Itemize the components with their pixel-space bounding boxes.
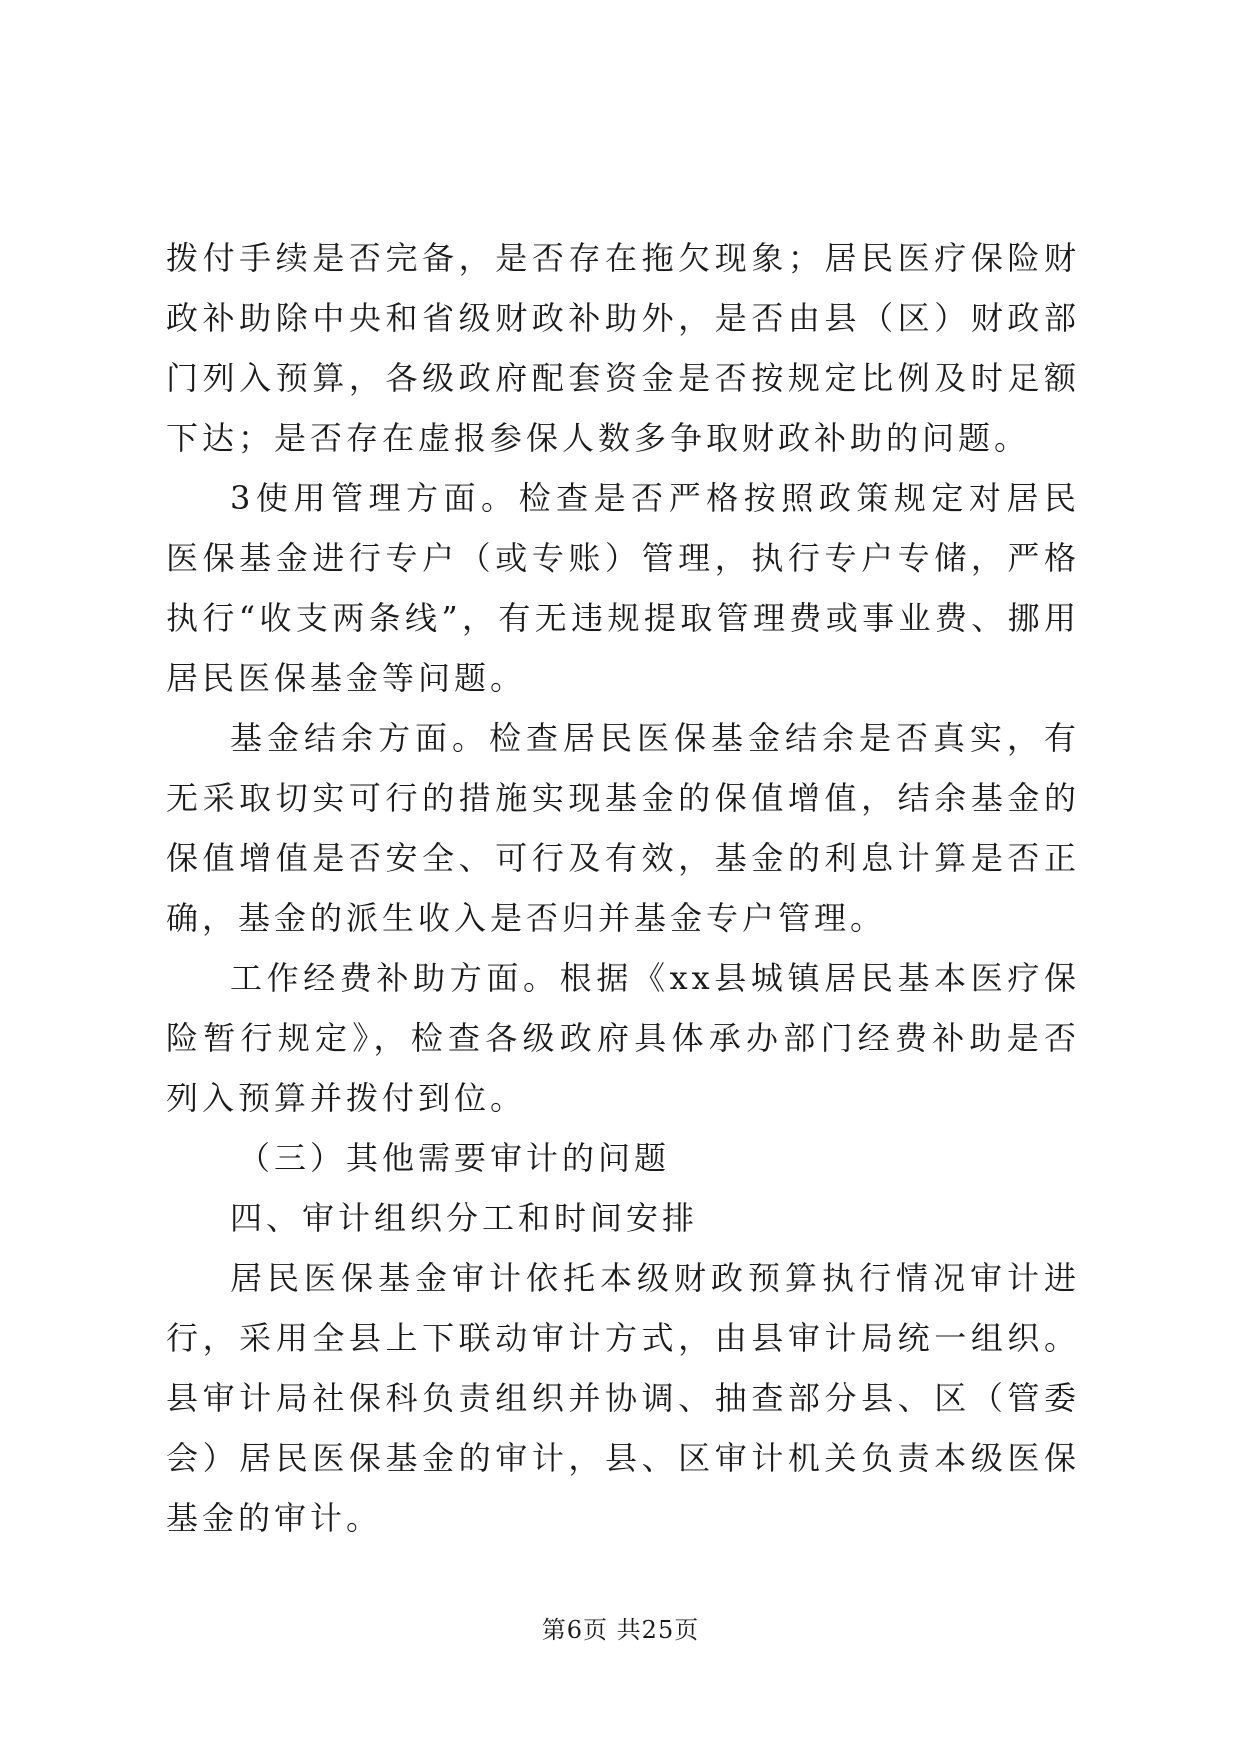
paragraph-continuation: 拨付手续是否完备，是否存在拖欠现象；居民医疗保险财政补助除中央和省级财政补助外，是否由县（区）财政部门列入预算，各级政府配套资金是否按规定比例及时足额下达；是否存在虚报参保人数多争取财政补助的问题。 (166, 239, 1080, 457)
paragraph-usage-management: 3使用管理方面。检查是否严格按照政策规定对居民医保基金进行专户（或专账）管理，执行专户专储，严格执行“收支两条线”，有无违规提取管理费或事业费、挪用居民医保基金等问题。 (166, 479, 1080, 697)
paragraph-audit-organization: 居民医保基金审计依托本级财政预算执行情况审计进行，采用全县上下联动审计方式，由县审计局统一组织。县审计局社保科负责组织并协调、抽查部分县、区（管委会）居民医保基金的审计，县、区审计机关负责本级医保基金的审计。 (166, 1259, 1080, 1537)
section-heading-other-issues: （三）其他需要审计的问题 (238, 1139, 671, 1177)
paragraph-work-funding: 工作经费补助方面。根据《xx县城镇居民基本医疗保险暂行规定》，检查各级政府具体承办部门经费补助是否列入预算并拨付到位。 (166, 959, 1080, 1117)
page-number-footer: 第6页 共25页 (541, 1616, 700, 1644)
paragraph-fund-balance: 基金结余方面。检查居民医保基金结余是否真实，有无采取切实可行的措施实现基金的保值增值，结余基金的保值增值是否安全、可行及有效，基金的利息计算是否正确，基金的派生收入是否归并基金专户管理。 (166, 719, 1080, 937)
section-heading-organization: 四、审计组织分工和时间安排 (230, 1199, 699, 1237)
document-body (166, 228, 1080, 1548)
